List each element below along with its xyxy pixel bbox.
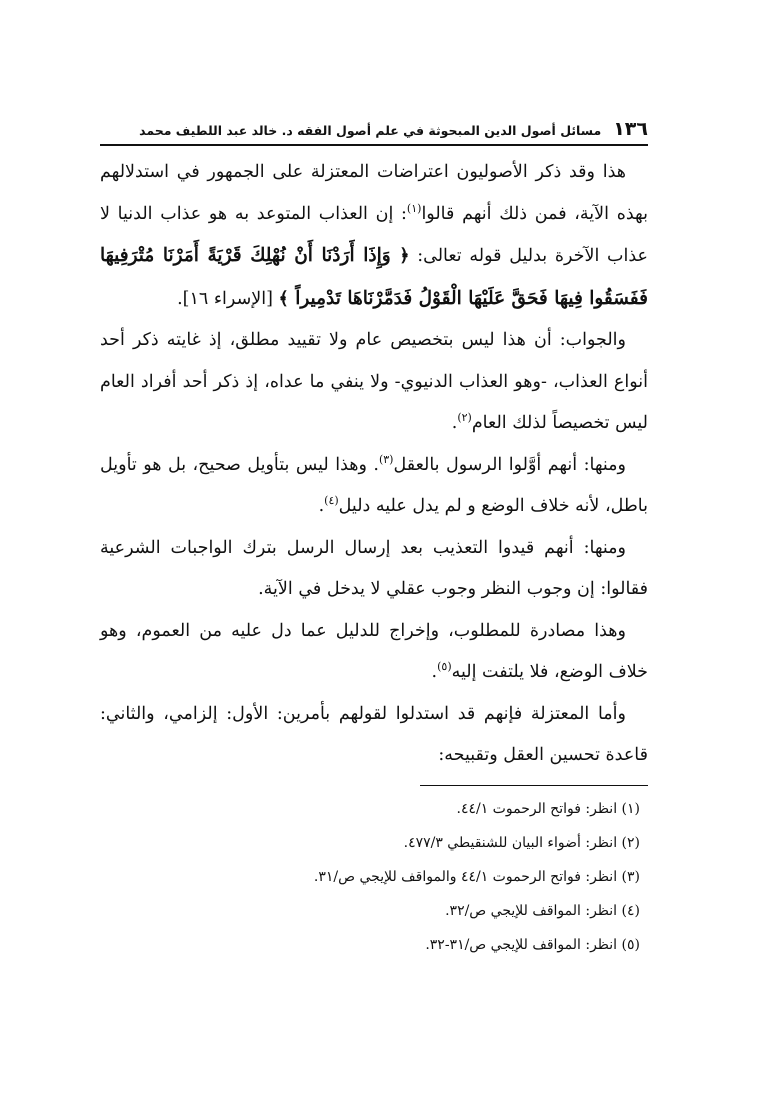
text-run: .: [318, 496, 325, 516]
running-header: [100, 118, 648, 144]
ornate-bracket: ﴾: [278, 288, 289, 309]
paragraph: [100, 528, 648, 611]
text-run: ومنها: أنهم قيدوا التعذيب بعد إرسال الرسل بترك الواجبات الشرعية فقالوا: إن وجوب النظر وجوب عقلي لا يدخل في الآية.: [100, 537, 648, 599]
text-run: وهذا مصادرة للمطلوب، وإخراج للدليل عما دل عليه من العموم، وهو خلاف الوضع، فلا يلتفت إليه: [100, 620, 648, 682]
text-run: .: [431, 662, 438, 682]
footnote: (٤) انظر: المواقف للإيجي ص/٣٢.: [445, 902, 640, 919]
paragraph: [100, 320, 648, 445]
book-page: [100, 118, 648, 962]
footnote-separator: [420, 785, 648, 786]
footnote: (٣) انظر: فواتح الرحموت ٤٤/١ والمواقف للإيجي ص/٣١.: [313, 868, 640, 885]
text-run: والجواب: أن هذا ليس بتخصيص عام ولا تقييد مطلق، إذ غايته ذكر أحد أنواع العذاب، -وهو العذاب الدنيوي- ولا ينفي ما عداه، إذ ذكر أحد أفراد العام ليس تخصيصاً لذلك العام: [100, 330, 648, 433]
paragraph: [100, 152, 648, 320]
text-run: ومنها: أنهم أوَّلوا الرسول بالعقل: [393, 454, 626, 475]
paragraph: [100, 694, 648, 777]
footnote: (١) انظر: فواتح الرحموت ٤٤/١.: [456, 800, 640, 817]
quran-verse: وَإِذَا أَرَدْنَا أَنْ نُهْلِكَ قَرْيَةً أَمَرْنَا مُتْرَفِيهَا فَفَسَقُوا فِيهَا فَحَقَّ عَلَيْهَا الْقَوْلُ فَدَمَّرْنَاهَا تَدْمِيراً: [100, 245, 648, 309]
paragraph: [100, 611, 648, 694]
footnote-ref: (٤): [324, 494, 339, 507]
ornate-bracket: ﴿: [399, 246, 410, 266]
text-run: هذا وقد ذكر الأصوليون اعتراضات المعتزلة على الجمهور في استدلالهم بهذه الآية، فمن ذلك أنهم قالوا: [100, 162, 648, 224]
footnote-ref: (٥): [437, 660, 452, 673]
footnotes: [100, 792, 648, 962]
paragraph: [100, 445, 648, 528]
footnote: (٥) انظر: المواقف للإيجي ص/٣١-٣٢.: [425, 936, 640, 953]
running-title: مسائل أصول الدين المبحوثة في علم أصول الفقه د. خالد عبد اللطيف محمد: [139, 123, 602, 138]
text-run: : إن العذاب المتوعد به هو عذاب الدنيا لا عذاب الآخرة بدليل قوله تعالى:: [100, 203, 649, 266]
header-rule: [100, 144, 648, 146]
footnote-ref: (٣): [378, 452, 394, 466]
footnote: (٢) انظر: أضواء البيان للشنقيطي ٤٧٧/٣.: [403, 834, 640, 851]
text-run: [الإسراء ١٦].: [177, 288, 279, 309]
text-run: وأما المعتزلة فإنهم قد استدلوا لقولهم بأمرين: الأول: إلزامي، والثاني: قاعدة تحسين العقل وتقبيحه:: [100, 703, 648, 765]
text-run: . وهذا ليس بتأويل صحيح، بل هو تأويل باطل، لأنه خلاف الوضع و لم يدل عليه دليل: [100, 454, 648, 516]
footnote-ref: (٢): [457, 411, 472, 424]
page-number: ١٣٦: [613, 118, 648, 140]
footnote-ref: (١): [406, 201, 422, 215]
text-run: .: [451, 413, 458, 433]
body-text: [100, 152, 648, 777]
